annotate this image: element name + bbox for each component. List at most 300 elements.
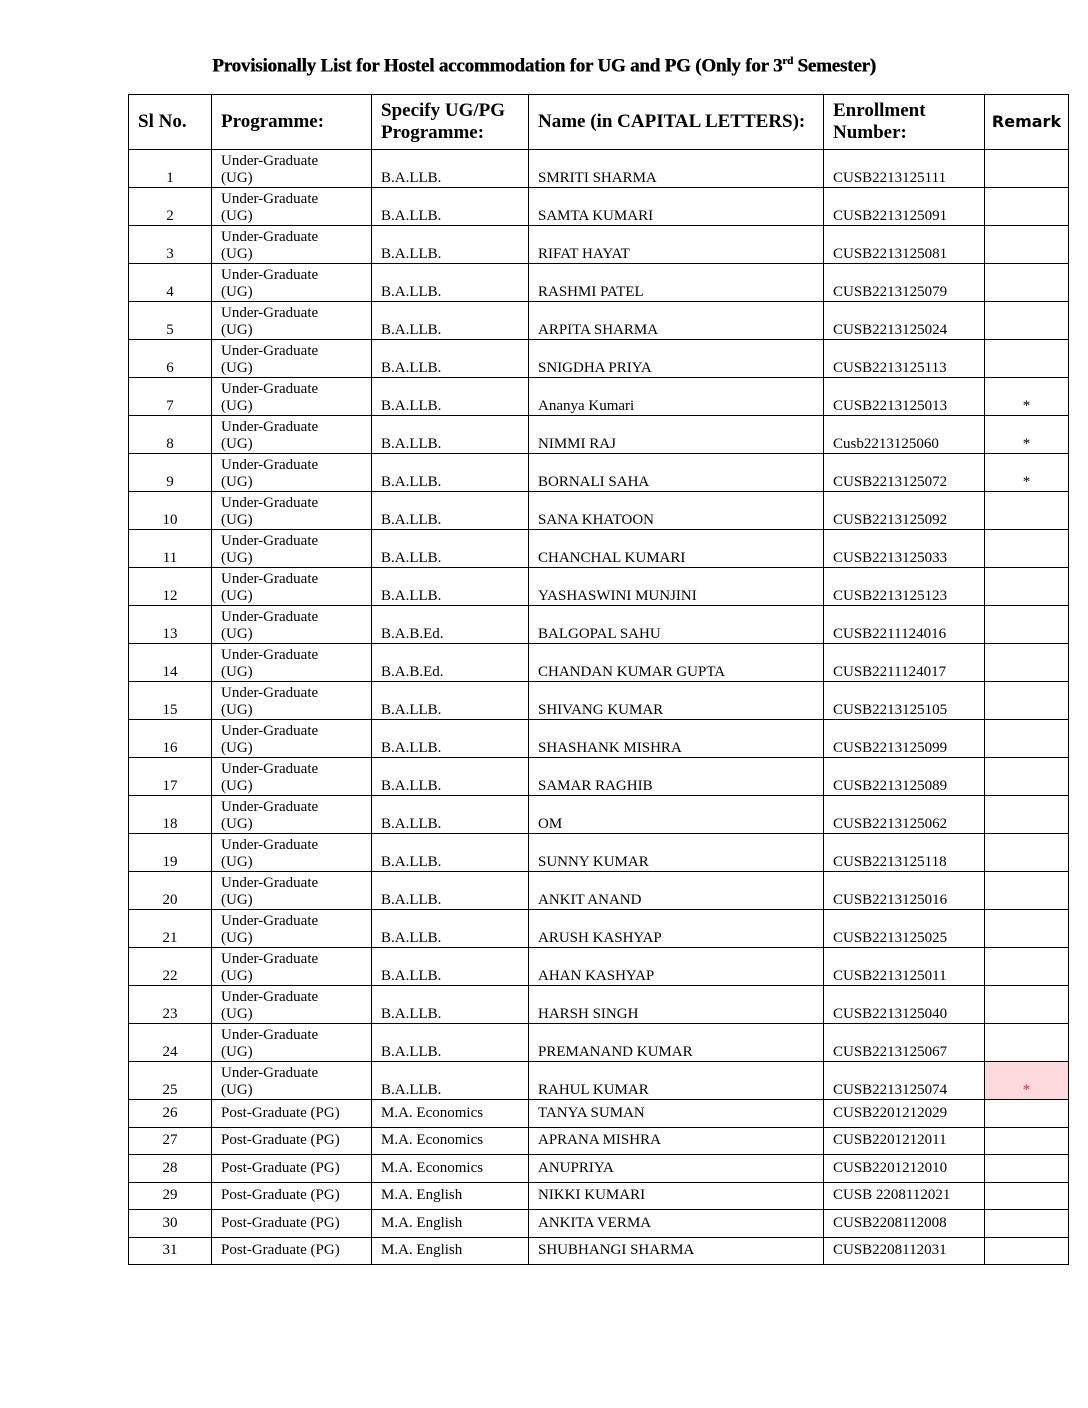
name-value: NIMMI RAJ: [538, 436, 616, 452]
cell-remark: [985, 492, 1069, 530]
cell-name: [529, 720, 824, 758]
sl-no-value: 5: [166, 322, 174, 338]
cell-sl-no: [129, 1237, 212, 1265]
programme-line-1: Under-Graduate: [221, 989, 319, 1005]
cell-programme: [212, 682, 372, 720]
enrollment-value: CUSB2213125123: [833, 588, 948, 604]
cell-enrollment: [824, 606, 985, 644]
cell-programme: [212, 606, 372, 644]
programme-line-2: (UG): [221, 816, 253, 832]
specify-programme-value: B.A.LLB.: [381, 1044, 442, 1060]
cell-programme: [212, 948, 372, 986]
enrollment-value: CUSB2213125016: [833, 892, 948, 908]
programme-line-2: (UG): [221, 778, 253, 794]
cell-enrollment: [824, 188, 985, 226]
sl-no-value: 27: [162, 1132, 178, 1149]
cell-programme: [212, 264, 372, 302]
cell-enrollment: [824, 720, 985, 758]
cell-enrollment: [824, 644, 985, 682]
table-row: [129, 150, 1069, 188]
table-row: [129, 264, 1069, 302]
title-main: Provisionally List for Hostel accommodation for UG and PG (Only for 3: [212, 55, 783, 77]
sl-no-value: 16: [162, 740, 178, 756]
cell-sl-no: [129, 492, 212, 530]
programme-line-1: Under-Graduate: [221, 609, 319, 625]
programme-line-1: Under-Graduate: [221, 495, 319, 511]
enrollment-value: CUSB2213125113: [833, 360, 947, 376]
cell-name: [529, 492, 824, 530]
cell-programme: [212, 416, 372, 454]
enrollment-value: CUSB2213125040: [833, 1006, 948, 1022]
specify-programme-value: B.A.LLB.: [381, 816, 442, 832]
cell-name: [529, 150, 824, 188]
sl-no-value: 2: [166, 208, 174, 224]
cell-remark: [985, 1210, 1069, 1238]
cell-sl-no: [129, 948, 212, 986]
cell-sl-no: [129, 872, 212, 910]
programme-line-1: Under-Graduate: [221, 1065, 319, 1081]
name-value: OM: [538, 816, 563, 832]
cell-remark: [985, 986, 1069, 1024]
title-end: Semester): [792, 55, 876, 77]
enrollment-value: CUSB2213125081: [833, 246, 948, 262]
sl-no-value: 7: [166, 398, 174, 414]
cell-remark: [985, 454, 1069, 492]
name-value: Ananya Kumari: [538, 398, 635, 414]
cell-enrollment: [824, 454, 985, 492]
programme-line-2: (UG): [221, 740, 253, 756]
hostel-list-table: [128, 94, 1069, 1265]
name-value: HARSH SINGH: [538, 1006, 639, 1022]
specify-programme-value: M.A. Economics: [381, 1132, 484, 1149]
programme-line-2: (UG): [221, 1082, 253, 1098]
sl-no-value: 1: [166, 170, 174, 186]
name-value: SHASHANK MISHRA: [538, 740, 682, 756]
cell-remark: [985, 226, 1069, 264]
name-value: SHIVANG KUMAR: [538, 702, 664, 718]
cell-enrollment: [824, 1100, 985, 1128]
cell-specify-programme: [372, 1182, 529, 1210]
cell-specify-programme: [372, 188, 529, 226]
cell-specify-programme: [372, 720, 529, 758]
name-value: YASHASWINI MUNJINI: [538, 588, 697, 604]
programme-line-1: Under-Graduate: [221, 951, 319, 967]
cell-remark: [985, 1100, 1069, 1128]
programme-line-2: (UG): [221, 1006, 253, 1022]
cell-enrollment: [824, 340, 985, 378]
specify-programme-value: B.A.LLB.: [381, 778, 442, 794]
cell-remark: [985, 1127, 1069, 1155]
specify-programme-value: B.A.LLB.: [381, 398, 442, 414]
enrollment-value: CUSB2201212010: [833, 1159, 948, 1176]
name-value: CHANCHAL KUMARI: [538, 550, 686, 566]
cell-name: [529, 188, 824, 226]
cell-remark: [985, 910, 1069, 948]
enrollment-value: CUSB2213125074: [833, 1082, 948, 1098]
programme-line-1: Under-Graduate: [221, 913, 319, 929]
cell-enrollment: [824, 416, 985, 454]
programme-line-1: Under-Graduate: [221, 799, 319, 815]
table-row: [129, 226, 1069, 264]
sl-no-value: 15: [162, 702, 178, 718]
cell-remark: [985, 568, 1069, 606]
table-row: [129, 834, 1069, 872]
cell-specify-programme: [372, 948, 529, 986]
cell-remark: [985, 948, 1069, 986]
cell-specify-programme: [372, 1062, 529, 1100]
sl-no-value: 31: [162, 1242, 178, 1259]
cell-sl-no: [129, 530, 212, 568]
cell-remark: [985, 1024, 1069, 1062]
name-value: PREMANAND KUMAR: [538, 1044, 693, 1060]
sl-no-value: 26: [162, 1104, 178, 1121]
cell-remark: [985, 720, 1069, 758]
cell-name: [529, 1182, 824, 1210]
cell-specify-programme: [372, 1210, 529, 1238]
specify-programme-value: B.A.LLB.: [381, 588, 442, 604]
enrollment-value: Cusb2213125060: [833, 436, 939, 452]
cell-programme: [212, 226, 372, 264]
programme-line-2: (UG): [221, 854, 253, 870]
cell-enrollment: [824, 872, 985, 910]
cell-specify-programme: [372, 302, 529, 340]
cell-remark: [985, 150, 1069, 188]
cell-programme: [212, 796, 372, 834]
cell-remark: [985, 1155, 1069, 1183]
cell-specify-programme: [372, 1237, 529, 1265]
cell-name: [529, 416, 824, 454]
cell-specify-programme: [372, 226, 529, 264]
cell-remark: [985, 1182, 1069, 1210]
cell-specify-programme: [372, 340, 529, 378]
programme-line-2: (UG): [221, 170, 253, 186]
cell-remark: [985, 682, 1069, 720]
programme-line-1: Under-Graduate: [221, 571, 319, 587]
programme-line-2: (UG): [221, 474, 253, 490]
sl-no-value: 14: [162, 664, 178, 680]
cell-enrollment: [824, 1182, 985, 1210]
cell-enrollment: [824, 796, 985, 834]
name-value: NIKKI KUMARI: [538, 1187, 646, 1204]
table-row: [129, 1182, 1069, 1210]
cell-name: [529, 1024, 824, 1062]
specify-programme-value: M.A. English: [381, 1187, 463, 1204]
cell-enrollment: [824, 1210, 985, 1238]
programme-line-2: (UG): [221, 664, 253, 680]
cell-sl-no: [129, 188, 212, 226]
enrollment-value: CUSB2213125072: [833, 474, 948, 490]
enrollment-value: CUSB2213125079: [833, 284, 948, 300]
cell-remark: [985, 530, 1069, 568]
cell-sl-no: [129, 378, 212, 416]
table-row: [129, 568, 1069, 606]
cell-enrollment: [824, 1127, 985, 1155]
cell-name: [529, 568, 824, 606]
sl-no-value: 4: [166, 284, 174, 300]
name-value: BALGOPAL SAHU: [538, 626, 661, 642]
programme-line-1: Under-Graduate: [221, 419, 319, 435]
programme-value: Post-Graduate (PG): [221, 1214, 340, 1231]
programme-value: Post-Graduate (PG): [221, 1159, 340, 1176]
programme-line-1: Under-Graduate: [221, 685, 319, 701]
table-row: [129, 1237, 1069, 1265]
cell-specify-programme: [372, 1100, 529, 1128]
name-value: SHUBHANGI SHARMA: [538, 1242, 695, 1259]
enrollment-value: CUSB2213125013: [833, 398, 948, 414]
header-sl-no: Sl No.: [129, 95, 212, 150]
table-row: [129, 1155, 1069, 1183]
name-value: CHANDAN KUMAR GUPTA: [538, 664, 726, 680]
name-value: SNIGDHA PRIYA: [538, 360, 652, 376]
sl-no-value: 30: [162, 1214, 178, 1231]
enrollment-value: CUSB2213125091: [833, 208, 948, 224]
cell-specify-programme: [372, 1024, 529, 1062]
cell-programme: [212, 758, 372, 796]
cell-enrollment: [824, 948, 985, 986]
cell-remark: [985, 758, 1069, 796]
header-name: Name (in CAPITAL LETTERS):: [529, 95, 824, 150]
cell-enrollment: [824, 834, 985, 872]
cell-sl-no: [129, 226, 212, 264]
name-value: ANKITA VERMA: [538, 1214, 652, 1231]
sl-no-value: 3: [166, 246, 174, 262]
cell-sl-no: [129, 682, 212, 720]
cell-sl-no: [129, 264, 212, 302]
cell-enrollment: [824, 1024, 985, 1062]
sl-no-value: 6: [166, 360, 174, 376]
table-row: [129, 454, 1069, 492]
cell-sl-no: [129, 644, 212, 682]
specify-programme-value: B.A.LLB.: [381, 702, 442, 718]
cell-programme: [212, 340, 372, 378]
programme-line-2: (UG): [221, 550, 253, 566]
cell-sl-no: [129, 796, 212, 834]
cell-enrollment: [824, 492, 985, 530]
cell-specify-programme: [372, 910, 529, 948]
name-value: APRANA MISHRA: [538, 1132, 661, 1149]
cell-name: [529, 226, 824, 264]
table-row: [129, 188, 1069, 226]
programme-line-1: Under-Graduate: [221, 533, 319, 549]
cell-sl-no: [129, 1210, 212, 1238]
sl-no-value: 21: [162, 930, 178, 946]
programme-line-1: Under-Graduate: [221, 761, 319, 777]
programme-value: Post-Graduate (PG): [221, 1187, 340, 1204]
specify-programme-value: B.A.LLB.: [381, 930, 442, 946]
cell-name: [529, 682, 824, 720]
cell-sl-no: [129, 606, 212, 644]
cell-name: [529, 1127, 824, 1155]
sl-no-value: 11: [162, 550, 178, 566]
name-value: ANKIT ANAND: [538, 892, 642, 908]
cell-programme: [212, 872, 372, 910]
cell-remark: [985, 264, 1069, 302]
cell-name: [529, 1210, 824, 1238]
cell-specify-programme: [372, 986, 529, 1024]
specify-programme-value: B.A.LLB.: [381, 892, 442, 908]
sl-no-value: 19: [162, 854, 178, 870]
enrollment-value: CUSB2201212029: [833, 1104, 948, 1121]
cell-programme: [212, 1062, 372, 1100]
cell-enrollment: [824, 302, 985, 340]
cell-programme: [212, 454, 372, 492]
cell-programme: [212, 492, 372, 530]
name-value: SANA KHATOON: [538, 512, 654, 528]
cell-name: [529, 340, 824, 378]
cell-programme: [212, 1100, 372, 1128]
programme-line-2: (UG): [221, 702, 253, 718]
name-value: RIFAT HAYAT: [538, 246, 630, 262]
table-row: [129, 910, 1069, 948]
enrollment-value: CUSB2201212011: [833, 1132, 947, 1149]
cell-programme: [212, 720, 372, 758]
name-value: SUNNY KUMAR: [538, 854, 649, 870]
table-row: [129, 340, 1069, 378]
cell-enrollment: [824, 910, 985, 948]
programme-line-1: Under-Graduate: [221, 153, 319, 169]
programme-line-1: Under-Graduate: [221, 875, 319, 891]
cell-name: [529, 910, 824, 948]
enrollment-value: CUSB2213125011: [833, 968, 947, 984]
cell-specify-programme: [372, 492, 529, 530]
table-row: [129, 796, 1069, 834]
cell-enrollment: [824, 150, 985, 188]
cell-sl-no: [129, 1127, 212, 1155]
document-title: [0, 55, 1088, 77]
table-row: [129, 302, 1069, 340]
cell-enrollment: [824, 264, 985, 302]
cell-programme: [212, 1210, 372, 1238]
programme-line-2: (UG): [221, 892, 253, 908]
cell-sl-no: [129, 834, 212, 872]
name-value: SAMAR RAGHIB: [538, 778, 653, 794]
programme-line-2: (UG): [221, 1044, 253, 1060]
cell-specify-programme: [372, 568, 529, 606]
cell-programme: [212, 568, 372, 606]
specify-programme-value: B.A.LLB.: [381, 854, 442, 870]
sl-no-value: 17: [162, 778, 178, 794]
enrollment-value: CUSB2213125033: [833, 550, 948, 566]
cell-specify-programme: [372, 530, 529, 568]
enrollment-value: CUSB2213125111: [833, 170, 947, 186]
sl-no-value: 10: [162, 512, 178, 528]
cell-sl-no: [129, 910, 212, 948]
name-value: ANUPRIYA: [538, 1159, 614, 1176]
name-value: RASHMI PATEL: [538, 284, 644, 300]
cell-name: [529, 302, 824, 340]
table-row: [129, 986, 1069, 1024]
cell-name: [529, 1062, 824, 1100]
specify-programme-value: M.A. English: [381, 1242, 463, 1259]
cell-name: [529, 948, 824, 986]
specify-programme-value: B.A.B.Ed.: [381, 664, 444, 680]
programme-line-1: Under-Graduate: [221, 723, 319, 739]
table-row: [129, 1024, 1069, 1062]
cell-remark: [985, 644, 1069, 682]
cell-enrollment: [824, 986, 985, 1024]
cell-name: [529, 872, 824, 910]
cell-remark: [985, 378, 1069, 416]
programme-line-2: (UG): [221, 930, 253, 946]
cell-name: [529, 530, 824, 568]
enrollment-value: CUSB2208112008: [833, 1214, 947, 1231]
specify-programme-value: B.A.LLB.: [381, 360, 442, 376]
name-value: AHAN KASHYAP: [538, 968, 655, 984]
header-enrollment-number: Enrollment Number:: [824, 95, 985, 150]
specify-programme-value: B.A.LLB.: [381, 436, 442, 452]
cell-specify-programme: [372, 416, 529, 454]
cell-programme: [212, 910, 372, 948]
enrollment-value: CUSB2213125092: [833, 512, 948, 528]
programme-line-2: (UG): [221, 512, 253, 528]
table-row: [129, 644, 1069, 682]
cell-programme: [212, 1127, 372, 1155]
cell-sl-no: [129, 1024, 212, 1062]
cell-sl-no: [129, 758, 212, 796]
name-value: SAMTA KUMARI: [538, 208, 654, 224]
cell-sl-no: [129, 1182, 212, 1210]
cell-remark: [985, 416, 1069, 454]
cell-sl-no: [129, 454, 212, 492]
cell-specify-programme: [372, 872, 529, 910]
cell-programme: [212, 1237, 372, 1265]
cell-name: [529, 1237, 824, 1265]
remark-value: *: [1022, 474, 1031, 490]
sl-no-value: 29: [162, 1187, 178, 1204]
specify-programme-value: M.A. Economics: [381, 1159, 484, 1176]
cell-enrollment: [824, 682, 985, 720]
cell-name: [529, 264, 824, 302]
cell-specify-programme: [372, 796, 529, 834]
cell-specify-programme: [372, 606, 529, 644]
cell-programme: [212, 302, 372, 340]
cell-programme: [212, 1182, 372, 1210]
remark-value: *: [1022, 436, 1031, 452]
programme-line-1: Under-Graduate: [221, 305, 319, 321]
cell-sl-no: [129, 340, 212, 378]
cell-name: [529, 758, 824, 796]
enrollment-value: CUSB2213125105: [833, 702, 948, 718]
name-value: RAHUL KUMAR: [538, 1082, 649, 1098]
specify-programme-value: B.A.B.Ed.: [381, 626, 444, 642]
cell-sl-no: [129, 986, 212, 1024]
sl-no-value: 12: [162, 588, 178, 604]
specify-programme-value: B.A.LLB.: [381, 740, 442, 756]
programme-line-2: (UG): [221, 208, 253, 224]
enrollment-value: CUSB2213125118: [833, 854, 947, 870]
enrollment-value: CUSB2213125024: [833, 322, 948, 338]
sl-no-value: 9: [166, 474, 174, 490]
enrollment-value: CUSB2211124016: [833, 626, 947, 642]
cell-sl-no: [129, 302, 212, 340]
cell-remark: [985, 1062, 1069, 1100]
specify-programme-value: B.A.LLB.: [381, 968, 442, 984]
table-row: [129, 1100, 1069, 1128]
programme-line-2: (UG): [221, 322, 253, 338]
cell-specify-programme: [372, 1127, 529, 1155]
programme-line-2: (UG): [221, 588, 253, 604]
programme-value: Post-Graduate (PG): [221, 1132, 340, 1149]
cell-specify-programme: [372, 834, 529, 872]
cell-enrollment: [824, 568, 985, 606]
programme-line-2: (UG): [221, 398, 253, 414]
programme-line-1: Under-Graduate: [221, 837, 319, 853]
enrollment-value: CUSB 2208112021: [833, 1187, 951, 1204]
programme-line-1: Under-Graduate: [221, 343, 319, 359]
enrollment-value: CUSB2213125025: [833, 930, 948, 946]
specify-programme-value: B.A.LLB.: [381, 322, 442, 338]
cell-name: [529, 454, 824, 492]
